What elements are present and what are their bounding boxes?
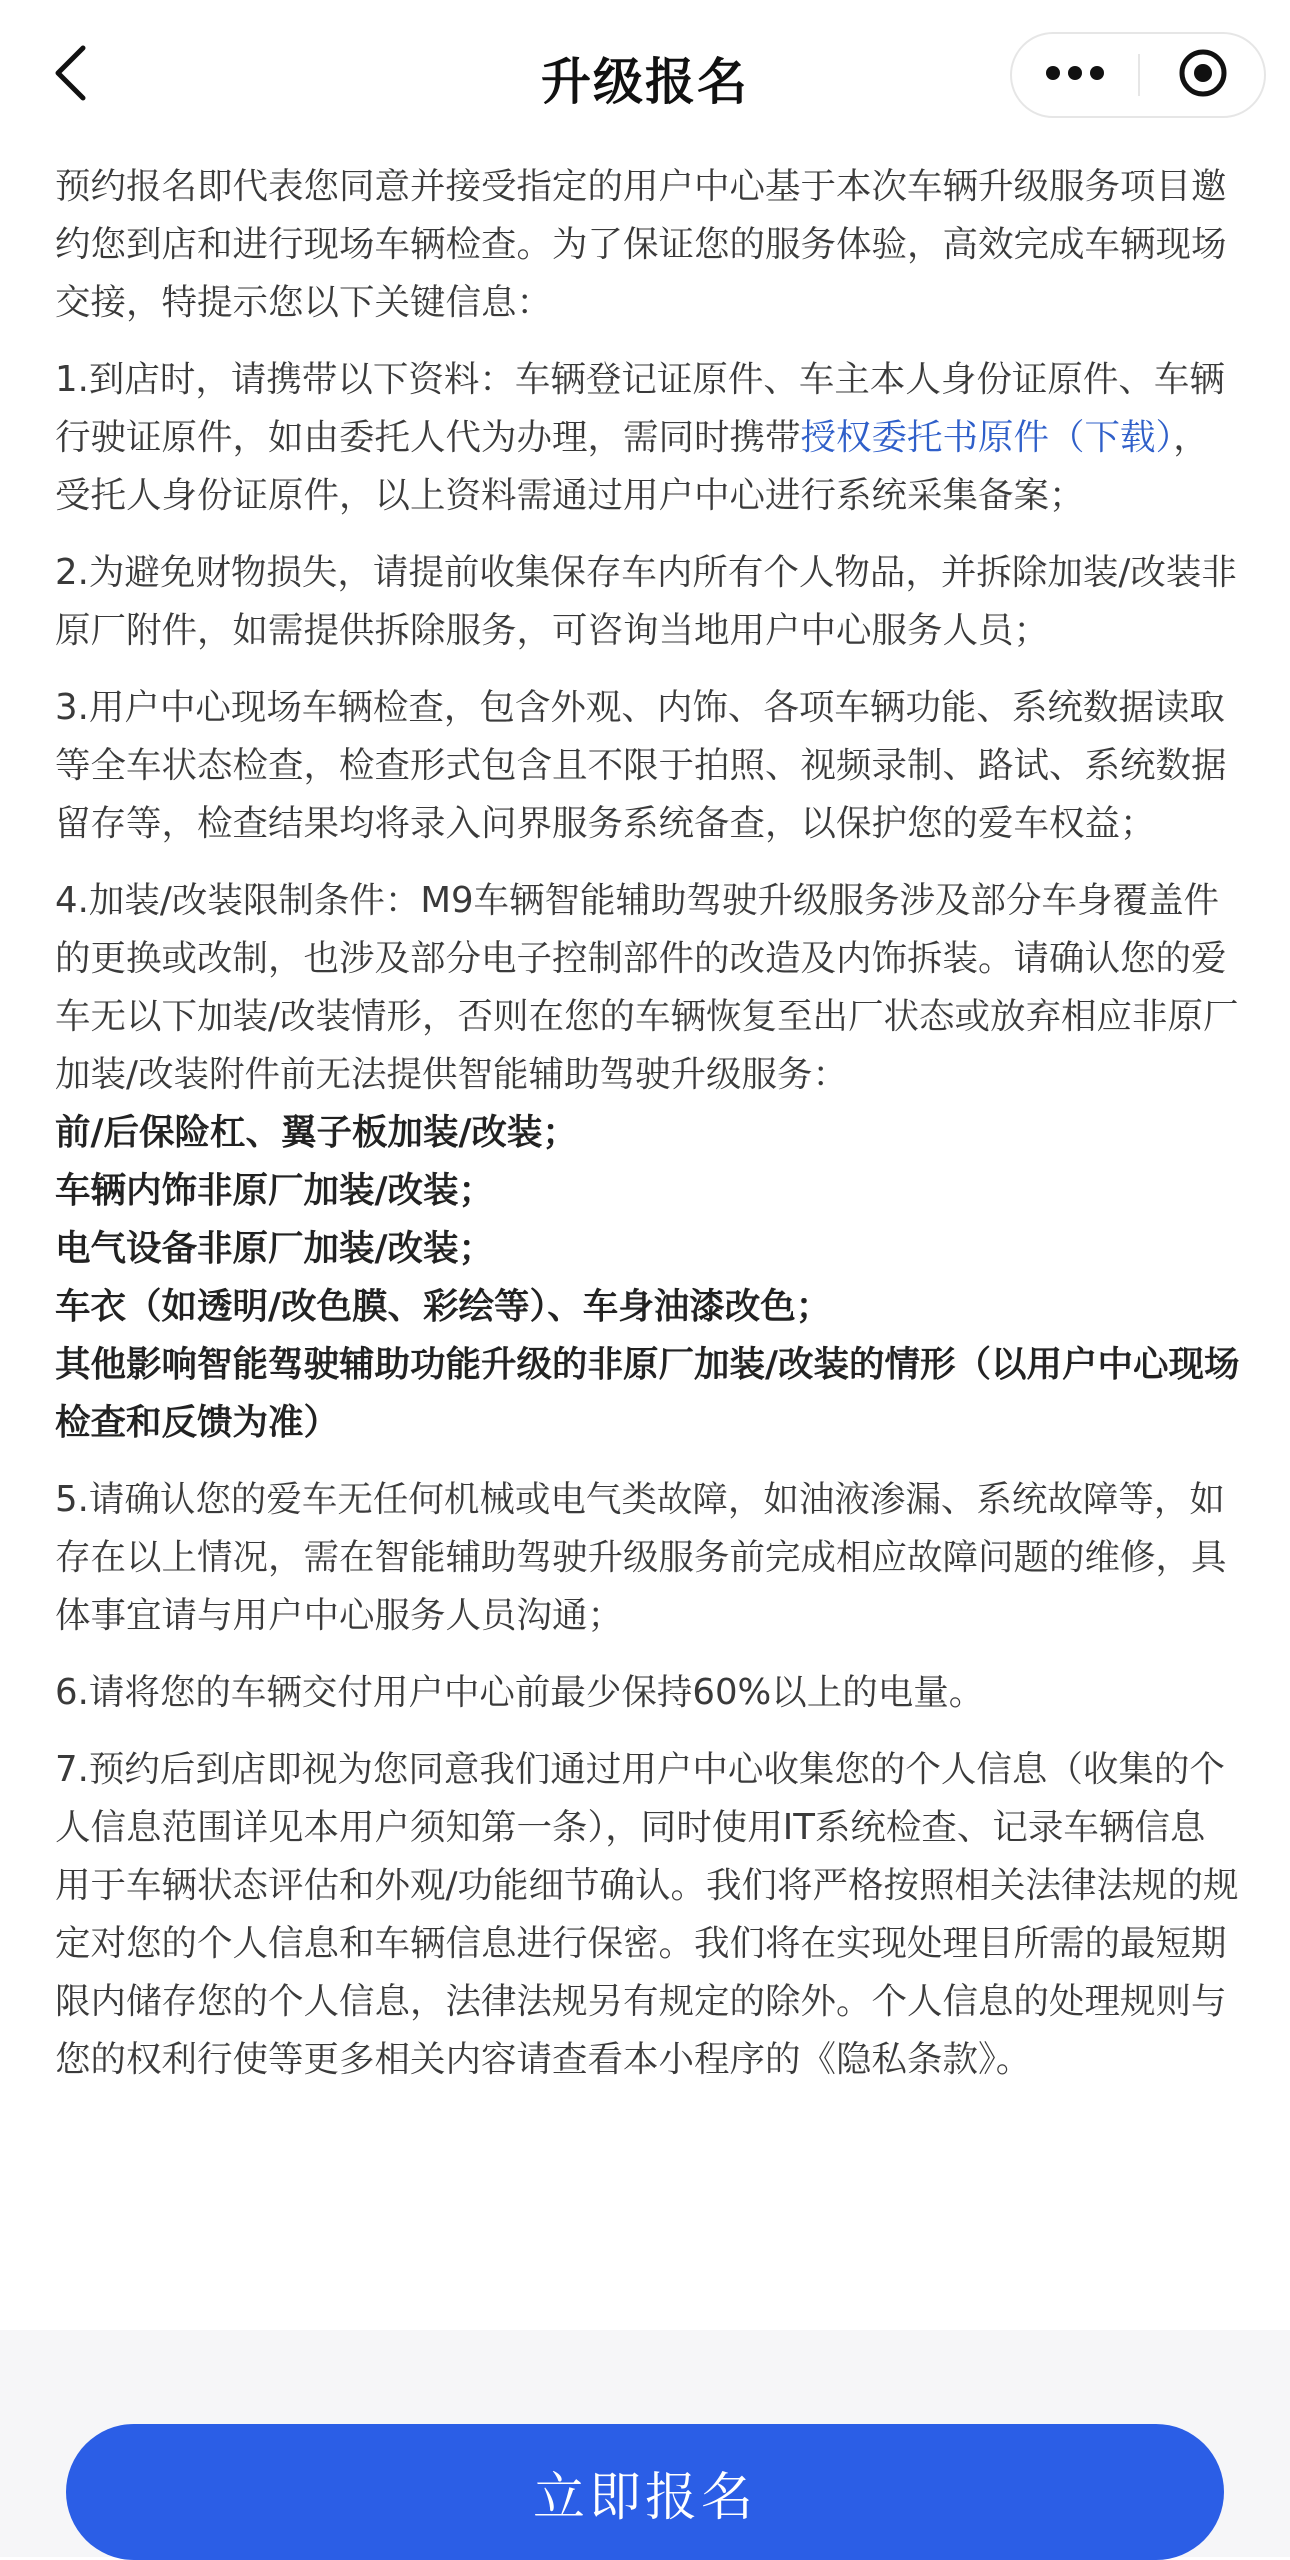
notice-item-2: 2.为避免财物损失，请提前收集保存车内所有个人物品，并拆除加装/改装非原厂附件，如需提供拆除服务，可咨询当地用户中心服务人员； bbox=[55, 552, 1237, 651]
notice-item-6: 6.请将您的车辆交付用户中心前最少保持60%以上的电量。 bbox=[55, 1672, 985, 1713]
restriction-item: 车辆内饰非原厂加装/改装； bbox=[55, 1170, 494, 1211]
restriction-item: 前/后保险杠、翼子板加装/改装； bbox=[55, 1112, 578, 1153]
notice-item-3: 3.用户中心现场车辆检查，包含外观、内饰、各项车辆功能、系统数据读取等全车状态检查，检查形式包含且不限于拍照、视频录制、路试、系统数据留存等，检查结果均将录入问界服务系统备查，以保护您的爱车权益； bbox=[55, 687, 1227, 844]
item1-text-after: ，受托人身份证原件，以上资料需通过用户中心进行系统采集备案； bbox=[55, 417, 1209, 516]
close-button[interactable] bbox=[1140, 34, 1266, 116]
authorization-letter-download-link[interactable]: 授权委托书原件（下载） bbox=[800, 417, 1174, 458]
restriction-item: 其他影响智能驾驶辅助功能升级的非原厂加装/改装的情形（以用户中心现场检查和反馈为准） bbox=[55, 1344, 1240, 1443]
register-now-button[interactable]: 立即报名 bbox=[66, 2424, 1224, 2560]
item1-text-before: 1.到店时，请携带以下资料：车辆登记证原件、车主本人身份证原件、车辆行驶证原件，如由委托人代为办理，需同时携带 bbox=[55, 359, 1225, 458]
navigation-bar bbox=[0, 0, 1290, 150]
more-button[interactable] bbox=[1012, 34, 1138, 116]
page-title: 升级报名 bbox=[541, 53, 749, 111]
restriction-item: 电气设备非原厂加装/改装； bbox=[55, 1228, 494, 1269]
restriction-list bbox=[55, 1104, 1240, 1452]
notice-item-5: 5.请确认您的爱车无任何机械或电气类故障，如油液渗漏、系统故障等，如存在以上情况，需在智能辅助驾驶升级服务前完成相应故障问题的维修，具体事宜请与用户中心服务人员沟通； bbox=[55, 1479, 1227, 1636]
notice-content bbox=[55, 158, 1240, 2108]
mini-program-capsule bbox=[1010, 32, 1266, 118]
restriction-item: 车衣（如透明/改色膜、彩绘等）、车身油漆改色； bbox=[55, 1286, 832, 1327]
target-close-icon bbox=[1177, 47, 1229, 103]
notice-item-7: 7.预约后到店即视为您同意我们通过用户中心收集您的个人信息（收集的个人信息范围详见本用户须知第一条），同时使用IT系统检查、记录车辆信息用于车辆状态评估和外观/功能细节确认。我们将严格按照相关法律法规的规定对您的个人信息和车辆信息进行保密。我们将在实现处理目所需的最短期限内储存您的个人信息，法律法规另有规定的除外。个人信息的处理规则与您的权利行使等更多相关内容请查看本小程序的《隐私条款》。 bbox=[55, 1749, 1239, 2080]
more-dots-icon bbox=[1045, 65, 1105, 85]
intro-paragraph: 预约报名即代表您同意并接受指定的用户中心基于本次车辆升级服务项目邀约您到店和进行现场车辆检查。为了保证您的服务体验，高效完成车辆现场交接，特提示您以下关键信息： bbox=[55, 166, 1227, 323]
notice-item-4: 4.加装/改装限制条件：M9车辆智能辅助驾驶升级服务涉及部分车身覆盖件的更换或改制，也涉及部分电子控制部件的改造及内饰拆装。请确认您的爱车无以下加装/改装情形，否则在您的车辆恢复至出厂状态或放弃相应非原厂加装/改装附件前无法提供智能辅助驾驶升级服务： bbox=[55, 880, 1239, 1095]
notice-item-1 bbox=[55, 351, 1240, 525]
